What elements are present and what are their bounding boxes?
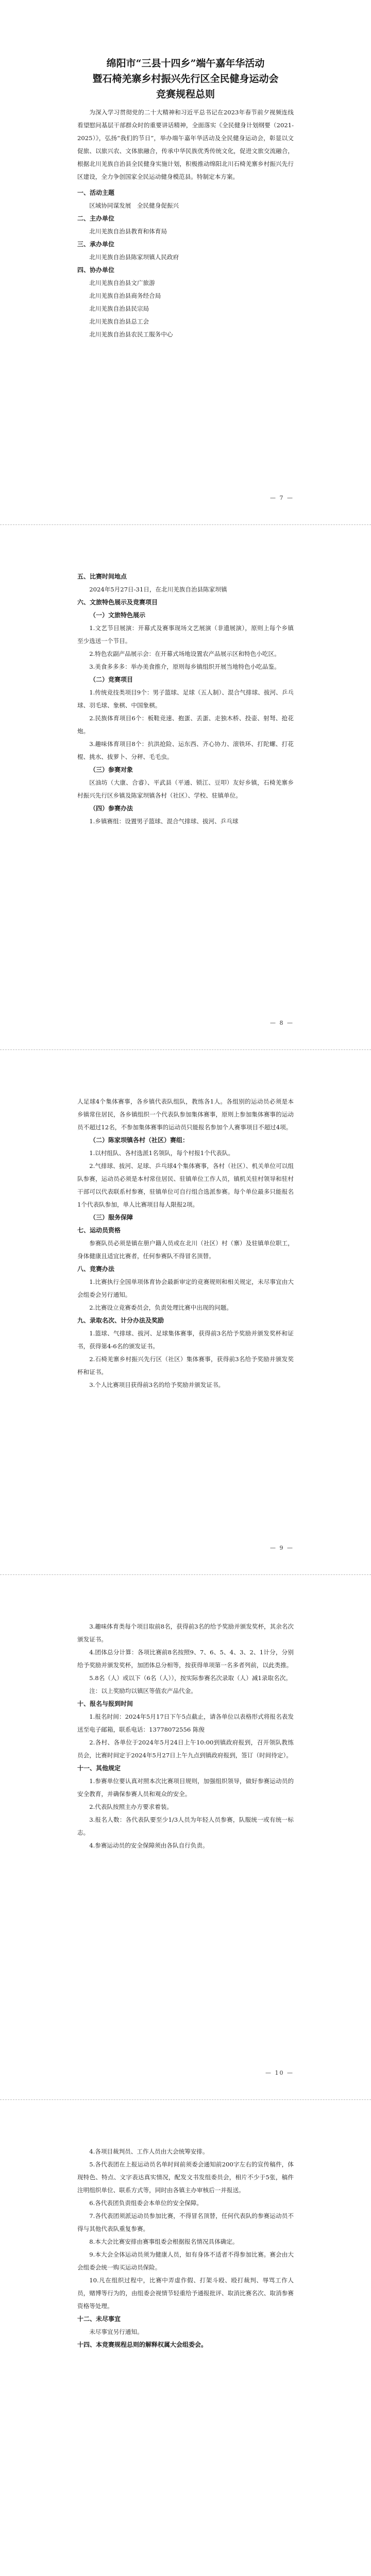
paragraph: 3.个人比赛项目获得前3名的给予奖励并颁发证书。	[89, 1381, 225, 1388]
section-text: 2024年5月27日-31日，在北川羌族自治县陈家坝镇	[89, 586, 227, 593]
list-item: 北川羌族自治县总工会	[89, 318, 149, 325]
section-heading: 二、主办单位	[77, 215, 115, 222]
page-number: — 7 —	[270, 495, 294, 501]
page-number: — 10 —	[265, 2070, 294, 2076]
page-number: — 9 —	[270, 1545, 294, 1551]
document-page-4	[0, 1575, 371, 2100]
paragraph: 7.各代表团须派运动员参加比赛，不得冒名顶替，任何代表队的参赛运动员不得与其他代表队重复参赛。	[77, 2212, 294, 2232]
paragraph: 未尽事宜另行通知。	[89, 2328, 143, 2335]
paragraph: 10.凡在组织过程中，比赛中弄虚作假、打架斗殴、殴打裁判、辱骂工作人员，赌博等行为的，由组委会视情节轻重给予通报批评、取消比赛名次、取消参赛资格等处理。	[77, 2277, 294, 2310]
list-item: 3.趣味体育项目8个：抗洪抢险、运东西、齐心协力、滚铁环、打陀螺、打花棍、挑水、拔萝卜、分秤、毛毛虫。	[77, 740, 294, 760]
section-text: 区油坊（大康、合睿）、平武县（平通、锁江、豆叩）友好乡镇，石椅羌寨乡村振兴先行区乡镇及陈家坝镇各村（社区）、学校、驻镇单位。	[77, 779, 294, 799]
list-item: 北川羌族自治县民宗局	[89, 305, 149, 312]
paragraph: 参赛队员必须是镇在册户籍人员或在北川（社区）村（寨）及驻镇单位职工，身体健康且适宜比赛者，任何参赛队不得冒名顶替。	[77, 1240, 294, 1260]
section-heading: 十二、未尽事宜	[77, 2315, 121, 2323]
title-line-1: 绵阳市“三县十四乡”端午嘉年华活动	[106, 58, 265, 69]
section-heading: 一、活动主题	[77, 189, 115, 196]
list-item: 2.特色农副产品展示会：在开幕式场地设置农产品展示区和特色小吃区。	[89, 650, 280, 657]
section-heading: 八、竞赛办法	[77, 1265, 115, 1273]
title-line-3: 竞赛规程总则	[156, 89, 215, 100]
section-heading: 三、承办单位	[77, 241, 115, 248]
paragraph: 9.本大会全体运动员须为健康人员，如有身体不适者不得参加比赛。赛会由大会组委会统一购买运动员保险。	[77, 2251, 294, 2271]
subsection-heading: （四）参赛办法	[90, 805, 133, 812]
section-heading: 七、运动员资格	[77, 1227, 121, 1234]
subsection-heading: （二）竞赛项目	[90, 676, 133, 683]
subsection-heading: （三）参赛对象	[90, 766, 133, 773]
section-text: 北川羌族自治县教育和体育局	[89, 228, 167, 235]
paragraph: 1.篮球、气排球、拔河、足球集体赛事，获得前3名给予奖励并颁发奖杯和证书，获得第4-6名的颁发证书。	[77, 1330, 294, 1350]
section-text: 区域协同谋发展 全民健身促振兴	[89, 202, 179, 209]
document-page-5	[0, 2100, 371, 2576]
paragraph: 1.报名时间：2024年5月17日下午5点截止，请各单位以表格形式将报名表发送至电子邮箱，联系电话：13778072556 陈俊	[77, 1713, 294, 1733]
paragraph: 8.本大会比赛安排由赛事组委会根据报名情况具体确定。	[89, 2238, 239, 2245]
document-page-3	[0, 1050, 371, 1575]
list-item: 3.美食多多多：举办美食推介，原则每乡镇组织开展当地特色小吃品鉴。	[89, 663, 280, 670]
paragraph: 3.报名人数：各代表队要至少1/3人员为年轻人员参赛，队服统一或有统一标志。	[77, 1816, 294, 1836]
list-item: 1.文艺节目展演：开幕式及赛事现场文艺展演（非遗展演），原则上每个乡镇至少选送一个节目。	[77, 624, 294, 645]
paragraph: 人足球4个集体赛事，各乡镇代表队组队，教练各1人。各组别的运动员必须是本乡镇常住居民，各乡镇组织一个代表队参加集体赛事，原则上参加集体赛事的运动员不超过12名，不参加集体赛事的运动员只能报名参加个人赛事项目不超过4项。	[77, 1098, 294, 1131]
paragraph: 2.代表队按照主办方要求着装。	[89, 1803, 173, 1810]
section-heading: 九、录取名次、计分办法及奖励	[77, 1317, 164, 1324]
paragraph: 2.比赛设立竞赛委员会，负责处理比赛中出现的问题。	[89, 1304, 232, 1311]
section-heading: 十、报名与报到时间	[77, 1700, 133, 1707]
list-item: 北川羌族自治县商务经合局	[89, 292, 161, 299]
list-item: 2.民族体育项目6个：板鞋竞速、抱蛋、丢蛋、走独木桥、投壶、射弩、抢花炮。	[77, 715, 294, 735]
intro-paragraph: 为深入学习贯彻党的二十大精神和习近平总书记在2023年春节前夕视频连线看望慰问基层干部群众时的重要讲话精神，全面落实《全民健身计划纲要（2021-2025）》，弘扬“我们的节日”，举办端午嘉年华活动及全民健身运动会，彰显以文促旅、以旅兴农、文体旅融合，传承中华民族优秀传统文化，促进文旅交流融合，根据北川羌族自治县全民健身实施计划，积极推动绵阳北川石椅羌寨乡村振兴先行区建设，全力争创国家全民运动健身模范县。特制定本方案。	[77, 109, 294, 180]
title-block	[77, 56, 294, 102]
paragraph: 1.以村组队、各村选派1名领队，每个村报1个代表队。	[89, 1149, 234, 1157]
paragraph: 1.参赛单位要认真对照本次比赛项目规则，加强组织领导，做好参赛运动员的安全教育，并确保参赛人员和观众的安全。	[77, 1777, 294, 1798]
paragraph: 5.8名（人）或以下（6名（人）），按实际参赛名次录取（人）减1录取名次。	[89, 1674, 292, 1682]
section-heading: 四、协办单位	[77, 266, 115, 274]
document-page-1	[0, 0, 371, 525]
section-heading: 六、文旅特色展示及竞赛项目	[77, 599, 158, 606]
paragraph: 3.趣味体育类每个项目取前8名，获得前3名的给予奖励并颁发奖杯，其余名次颁发证书。	[77, 1623, 294, 1643]
subsection-heading: （三）服务保障	[90, 1214, 133, 1221]
title-line-2: 暨石椅羌寨乡村振兴先行区全民健身运动会	[92, 73, 279, 84]
subsection-heading: （一）文旅特色展示	[90, 612, 146, 619]
list-item: 北川羌族自治县文广旅游	[89, 279, 155, 286]
document-page-2	[0, 525, 371, 1050]
paragraph: 6.各代表团负责组委会本单位的安全保障。	[89, 2199, 203, 2207]
paragraph: 2.各村、各单位于2024年5月24日上午10:00到镇政府报到，召开领队教练员会，比赛时间定于2024年5月27日上午九点到镇政府报到，签订（时间待定）。	[77, 1739, 294, 1759]
section-text: 1.乡镇赛组：设置男子篮球、混合气排球、拔河、乒乓球	[89, 818, 239, 825]
section-heading: 五、比赛时间地点	[77, 573, 127, 580]
list-item: 北川羌族自治县农民工服务中心	[89, 331, 173, 338]
paragraph: 4.各项目裁判员、工作人员由大会统筹安排。	[89, 2148, 209, 2155]
paragraph: 1.比赛执行全国单项体育协会最新审定的竞赛规则和相关规定，未尽事宜由大会组委会另行通知。	[77, 1278, 294, 1298]
page-number: — 8 —	[270, 1020, 294, 1026]
section-text: 北川羌族自治县陈家坝镇人民政府	[89, 253, 179, 261]
paragraph: 2.石椅羌寨乡村振兴先行区（社区）集体赛事，获得前3名给予奖励并颁发奖杯和证书。	[77, 1355, 294, 1376]
paragraph: 5.各代表团在上报运动员名单时间前须委会通知前200字左右的宣传稿件，体现特色、特点、文字表达真实情况，配发文书发组委员会，相片不少于5张，稿件注明组织单位、联系方式等，同时由各镇主办审核后一并报送。	[77, 2161, 294, 2194]
paragraph: 4.团体总分计算：各项比赛前8名按照9、7、6、5、4、3、2、1计分，分别给予奖励并颁发奖杯，加团体总分相等，按获得单项第一名多者列前，以此类推。	[77, 1649, 294, 1669]
list-item: 1.传统竞技类项目9个：男子篮球、足球（五人制）、混合气排球、拔河、乒乓球、羽毛球、象棋、中国象棋。	[77, 689, 294, 709]
paragraph: 注：以上奖励均以镇区等值农产品代金。	[89, 1687, 197, 1694]
section-heading: 十一、其他规定	[77, 1765, 121, 1772]
paragraph: 2.气排球、拔河、足球、乒乓球4个集体赛事，各村（社区）、机关单位可以组队参赛，运动员必须是本村常住居民、驻镇单位工作人员，镇机关驻村领导和驻村干部可以代表联系村参赛，驻镇单位可自行组合选派参赛。每个单位最多只能报名1个代表队参加，单人比赛项目每人限报2项。	[77, 1162, 294, 1208]
paragraph: 4.参赛运动员的安全保障须由各队自行负责。	[89, 1842, 209, 1849]
subsection-heading: （二）陈家坝镇各村（社区）赛组：	[90, 1137, 189, 1144]
section-heading: 十四、本竞赛规程总则的解释权属大会组委会。	[77, 2341, 208, 2348]
